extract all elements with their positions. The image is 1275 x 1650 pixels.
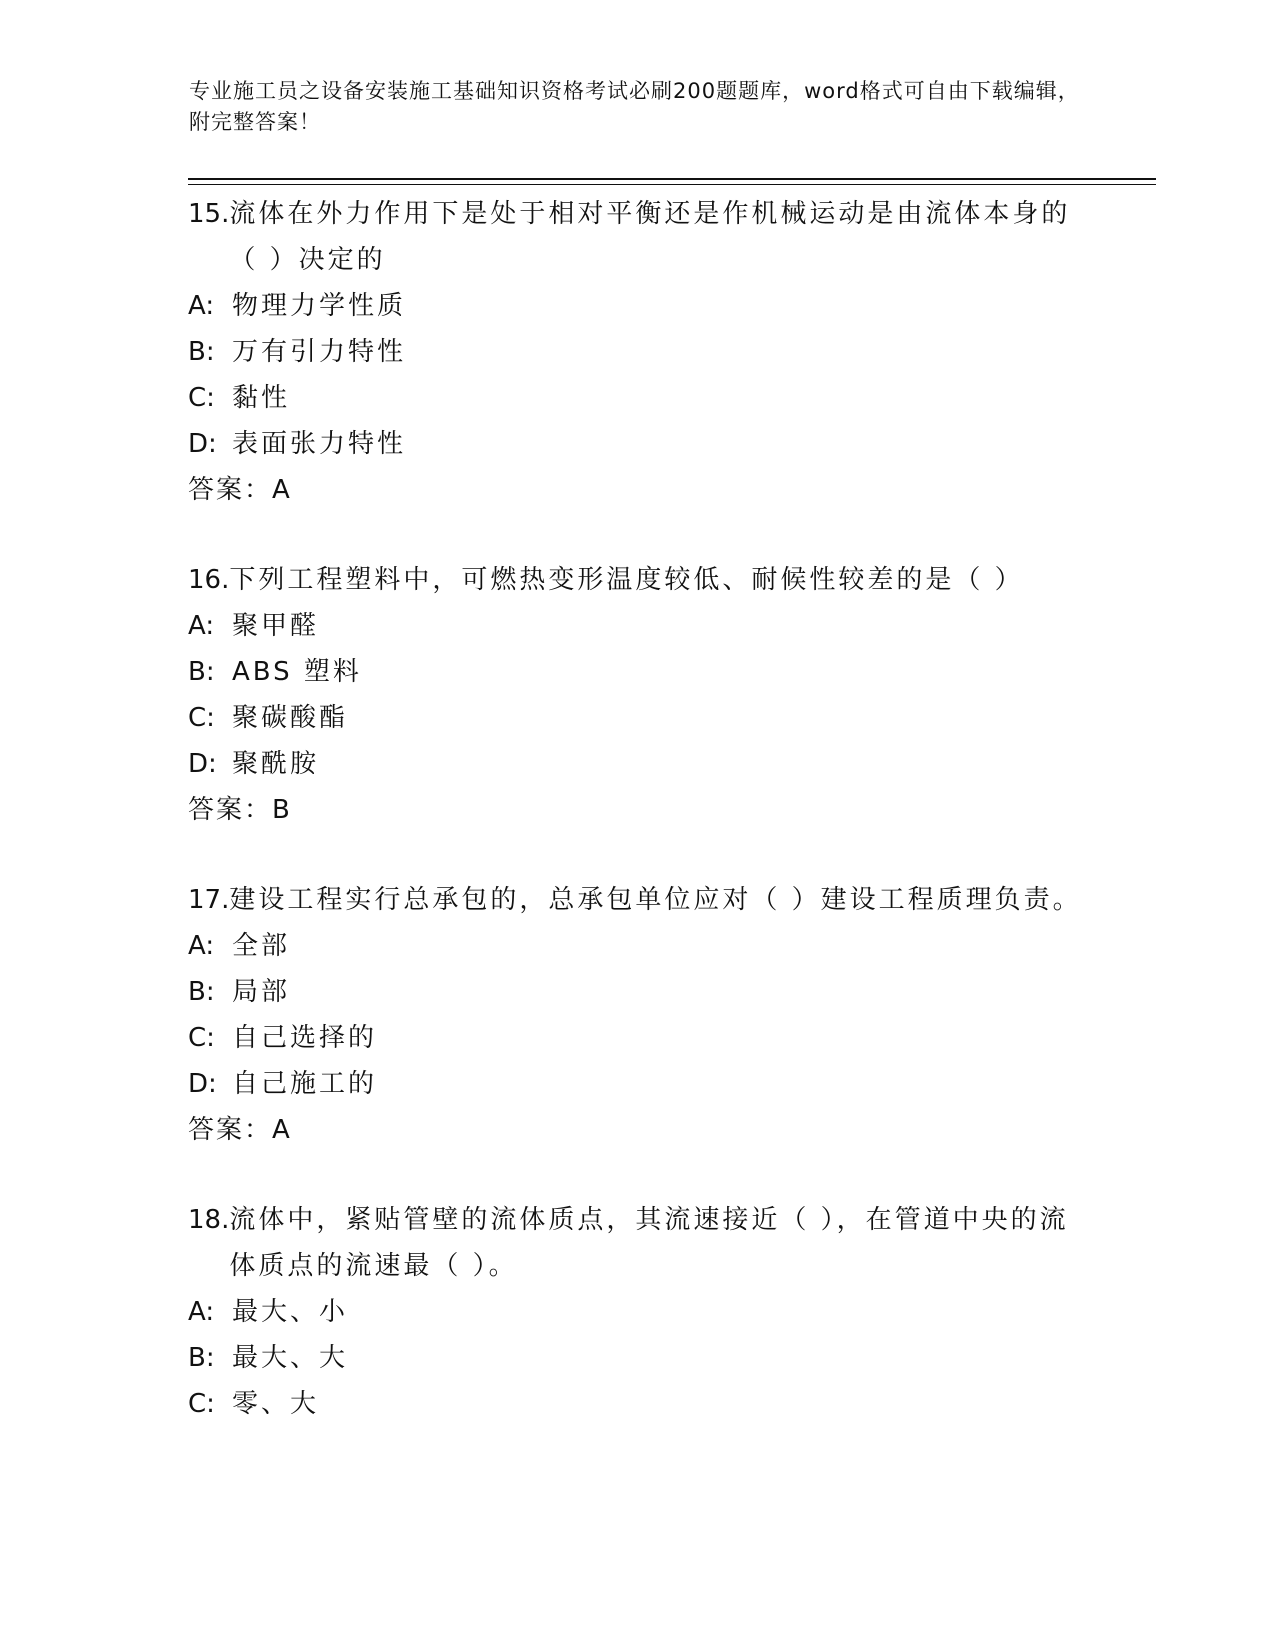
option-a <box>188 923 1088 969</box>
option-text: 自己施工的 <box>232 1069 378 1099</box>
option-c <box>188 1015 1088 1061</box>
question-17 <box>188 877 1088 1153</box>
question-stem: 流体中，紧贴管壁的流体质点，其流速接近（ ），在管道中央的流体质点的流速最（ ）。 <box>229 1205 1069 1281</box>
option-letter: C: <box>188 1389 215 1419</box>
answer-line <box>188 1107 1088 1153</box>
option-letter: B: <box>188 657 215 687</box>
option-d <box>188 1061 1088 1107</box>
option-text: 全部 <box>232 931 291 961</box>
option-b <box>188 969 1088 1015</box>
question-stem: 流体在外力作用下是处于相对平衡还是作机械运动是由流体本身的（ ）决定的 <box>229 199 1071 275</box>
answer-line <box>188 467 1088 513</box>
option-letter: C: <box>188 703 215 733</box>
answer-label: 答案： <box>188 795 273 825</box>
question-list <box>188 191 1088 1471</box>
option-c <box>188 1381 1088 1427</box>
option-letter: A: <box>188 291 215 321</box>
option-b <box>188 329 1088 375</box>
option-a <box>188 283 1088 329</box>
question-16 <box>188 557 1088 833</box>
option-letter: C: <box>188 1023 215 1053</box>
option-c <box>188 375 1088 421</box>
option-c <box>188 695 1088 741</box>
answer-value: B <box>272 795 290 825</box>
option-d <box>188 421 1088 467</box>
document-header: 专业施工员之设备安装施工基础知识资格考试必刷200题题库，word格式可自由下载编辑，附完整答案！ <box>189 79 1080 134</box>
option-letter: A: <box>188 1297 215 1327</box>
answer-value: A <box>272 475 290 505</box>
answer-label: 答案： <box>188 475 273 505</box>
option-text: 最大、小 <box>232 1297 349 1327</box>
option-letter: B: <box>188 1343 215 1373</box>
option-letter: A: <box>188 931 215 961</box>
question-stem: 下列工程塑料中，可燃热变形温度较低、耐候性较差的是（ ） <box>229 565 1024 595</box>
option-text: 零、大 <box>232 1389 320 1419</box>
header-rule-thin <box>188 184 1156 185</box>
option-text: 万有引力特性 <box>232 337 407 367</box>
question-number: 15. <box>188 199 230 229</box>
option-b <box>188 649 1088 695</box>
option-letter: D: <box>188 749 217 779</box>
question-stem: 建设工程实行总承包的，总承包单位应对（ ）建设工程质理负责。 <box>229 885 1082 915</box>
option-d <box>188 741 1088 787</box>
option-text: 聚甲醛 <box>232 611 320 641</box>
option-text: 聚碳酸酯 <box>232 703 349 733</box>
option-a <box>188 603 1088 649</box>
answer-label: 答案： <box>188 1115 273 1145</box>
option-text: 物理力学性质 <box>232 291 407 321</box>
option-b <box>188 1335 1088 1381</box>
option-letter: D: <box>188 429 217 459</box>
option-letter: D: <box>188 1069 217 1099</box>
option-letter: B: <box>188 977 215 1007</box>
option-text: 自己选择的 <box>232 1023 378 1053</box>
option-text: 表面张力特性 <box>232 429 407 459</box>
question-number: 16. <box>188 565 230 595</box>
question-number: 17. <box>188 885 230 915</box>
option-text: 聚酰胺 <box>232 749 320 779</box>
option-letter: A: <box>188 611 215 641</box>
answer-value: A <box>272 1115 290 1145</box>
option-letter: C: <box>188 383 215 413</box>
question-number: 18. <box>188 1205 230 1235</box>
question-18 <box>188 1197 1088 1427</box>
header-rule-thick <box>188 178 1156 180</box>
option-text: 局部 <box>232 977 291 1007</box>
option-text: ABS 塑料 <box>232 657 362 687</box>
option-letter: B: <box>188 337 215 367</box>
option-text: 黏性 <box>232 383 291 413</box>
answer-line <box>188 787 1088 833</box>
option-text: 最大、大 <box>232 1343 349 1373</box>
question-15 <box>188 191 1088 513</box>
option-a <box>188 1289 1088 1335</box>
